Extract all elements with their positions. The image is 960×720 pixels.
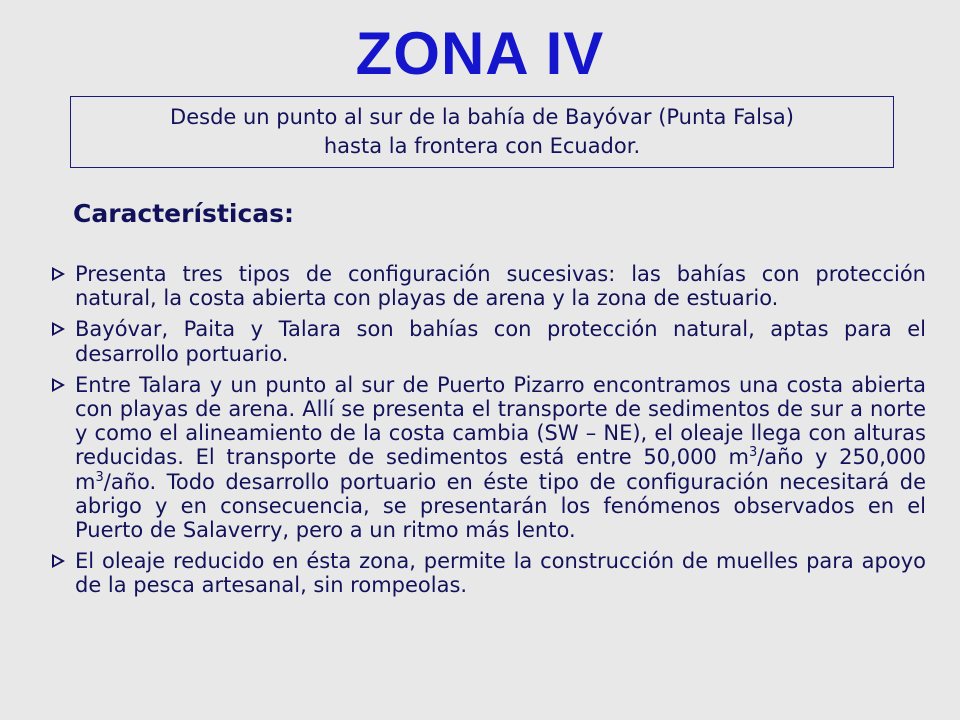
characteristics-list [50,262,926,605]
bullet-text: Presenta tres tipos de configuración sucesivas: las bahías con protección natural, la costa abierta con playas de arena y la zona de estuario. [75,262,926,311]
arrow-bullet-icon [52,267,65,281]
description-line-1: Desde un punto al sur de la bahía de Bayóvar (Punta Falsa) [170,105,794,129]
bullet-text-part: /año y 250,000 m [75,445,926,494]
bullet-item [50,549,926,597]
title-word-iv: IV [545,20,605,87]
bullet-item [50,317,926,365]
bullet-item [50,373,926,542]
characteristics-heading: Características: [73,199,295,228]
arrow-bullet-icon [52,322,65,336]
arrow-bullet-icon [52,554,65,568]
title-word-zona: ZONA [355,20,530,87]
description-line-2: hasta la frontera con Ecuador. [323,134,641,158]
zone-description-box [70,96,894,168]
page-title [0,14,960,94]
bullet-text-part: Entre Talara y un punto al sur de Puerto Pizarro encontramos una costa abierta con playas de arena. Allí se presenta el transporte de sedimentos de sur a norte y como el alineamiento de la costa cambia (SW – NE), el oleaje llega con alturas reducidas. El transporte de sedimentos está entre 50,000 m [75,372,926,470]
bullet-item [50,262,926,310]
superscript: 3 [95,469,104,485]
arrow-bullet-icon [52,378,65,392]
superscript: 3 [748,445,758,461]
bullet-text: El oleaje reducido en ésta zona, permite la construcción de muelles para apoyo de la pesca artesanal, sin rompeolas. [75,549,926,598]
bullet-text: Bayóvar, Paita y Talara son bahías con protección natural, aptas para el desarrollo portuario. [75,317,926,366]
bullet-text-part: /año. Todo desarrollo portuario en éste tipo de configuración necesitará de abrigo y en consecuencia, se presentarán los fenómenos observados en el Puerto de Salaverry, pero a un ritmo más lento. [75,469,926,543]
